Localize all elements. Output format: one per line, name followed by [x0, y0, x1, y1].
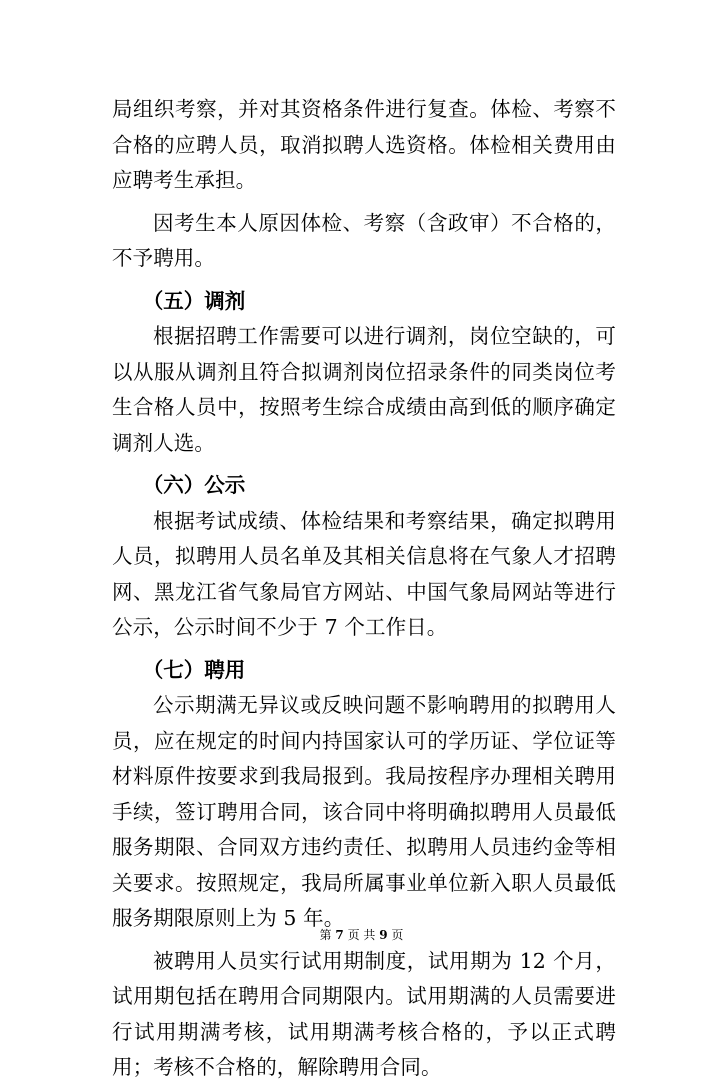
page-footer [0, 926, 723, 943]
paragraph-6: 被聘用人员实行试用期制度，试用期为 12 个月，试用期包括在聘用合同期限内。试用期满的人员需要进行试用期满考核，试用期满考核合格的，予以正式聘用；考核不合格的，解除聘用合同。 [112, 948, 616, 1079]
section-heading-6: （六）公示 [142, 473, 246, 497]
footer-prefix: 第 [319, 928, 332, 942]
section-heading-5: （五）调剂 [142, 288, 246, 313]
paragraph-1: 局组织考察，并对其资格条件进行复查。体检、考察不合格的应聘人员，取消拟聘人选资格。体检相关费用由应聘考生承担。 [112, 97, 616, 192]
paragraph-2: 因考生本人原因体检、考察（含政审）不合格的，不予聘用。 [112, 210, 616, 270]
footer-current-page: 7 [335, 928, 344, 942]
paragraph-4: 根据考试成绩、体检结果和考察结果，确定拟聘用人员，拟聘用人员名单及其相关信息将在气象人才招聘网、黑龙江省气象局官方网站、中国气象局网站等进行公示，公示时间不少于 7 个工作日。 [112, 508, 616, 639]
paragraph-5: 公示期满无异议或反映问题不影响聘用的拟聘用人员，应在规定的时间内持国家认可的学历证、学位证等材料原件按要求到我局报到。我局按程序办理相关聘用手续，签订聘用合同，该合同中将明确拟聘用人员最低服务期限、合同双方违约责任、拟聘用人员违约金等相关要求。按照规定，我局所属事业单位新入职人员最低服务期限原则上为 5 年。 [112, 693, 616, 930]
section-heading-7: （七）聘用 [142, 657, 246, 682]
footer-middle: 页 共 [347, 928, 376, 942]
footer-suffix: 页 [391, 928, 404, 942]
paragraph-3: 根据招聘工作需要可以进行调剂，岗位空缺的，可以从服从调剂且符合拟调剂岗位招录条件的同类岗位考生合格人员中，按照考生综合成绩由高到低的顺序确定调剂人选。 [112, 324, 616, 455]
footer-total-pages: 9 [379, 928, 388, 942]
